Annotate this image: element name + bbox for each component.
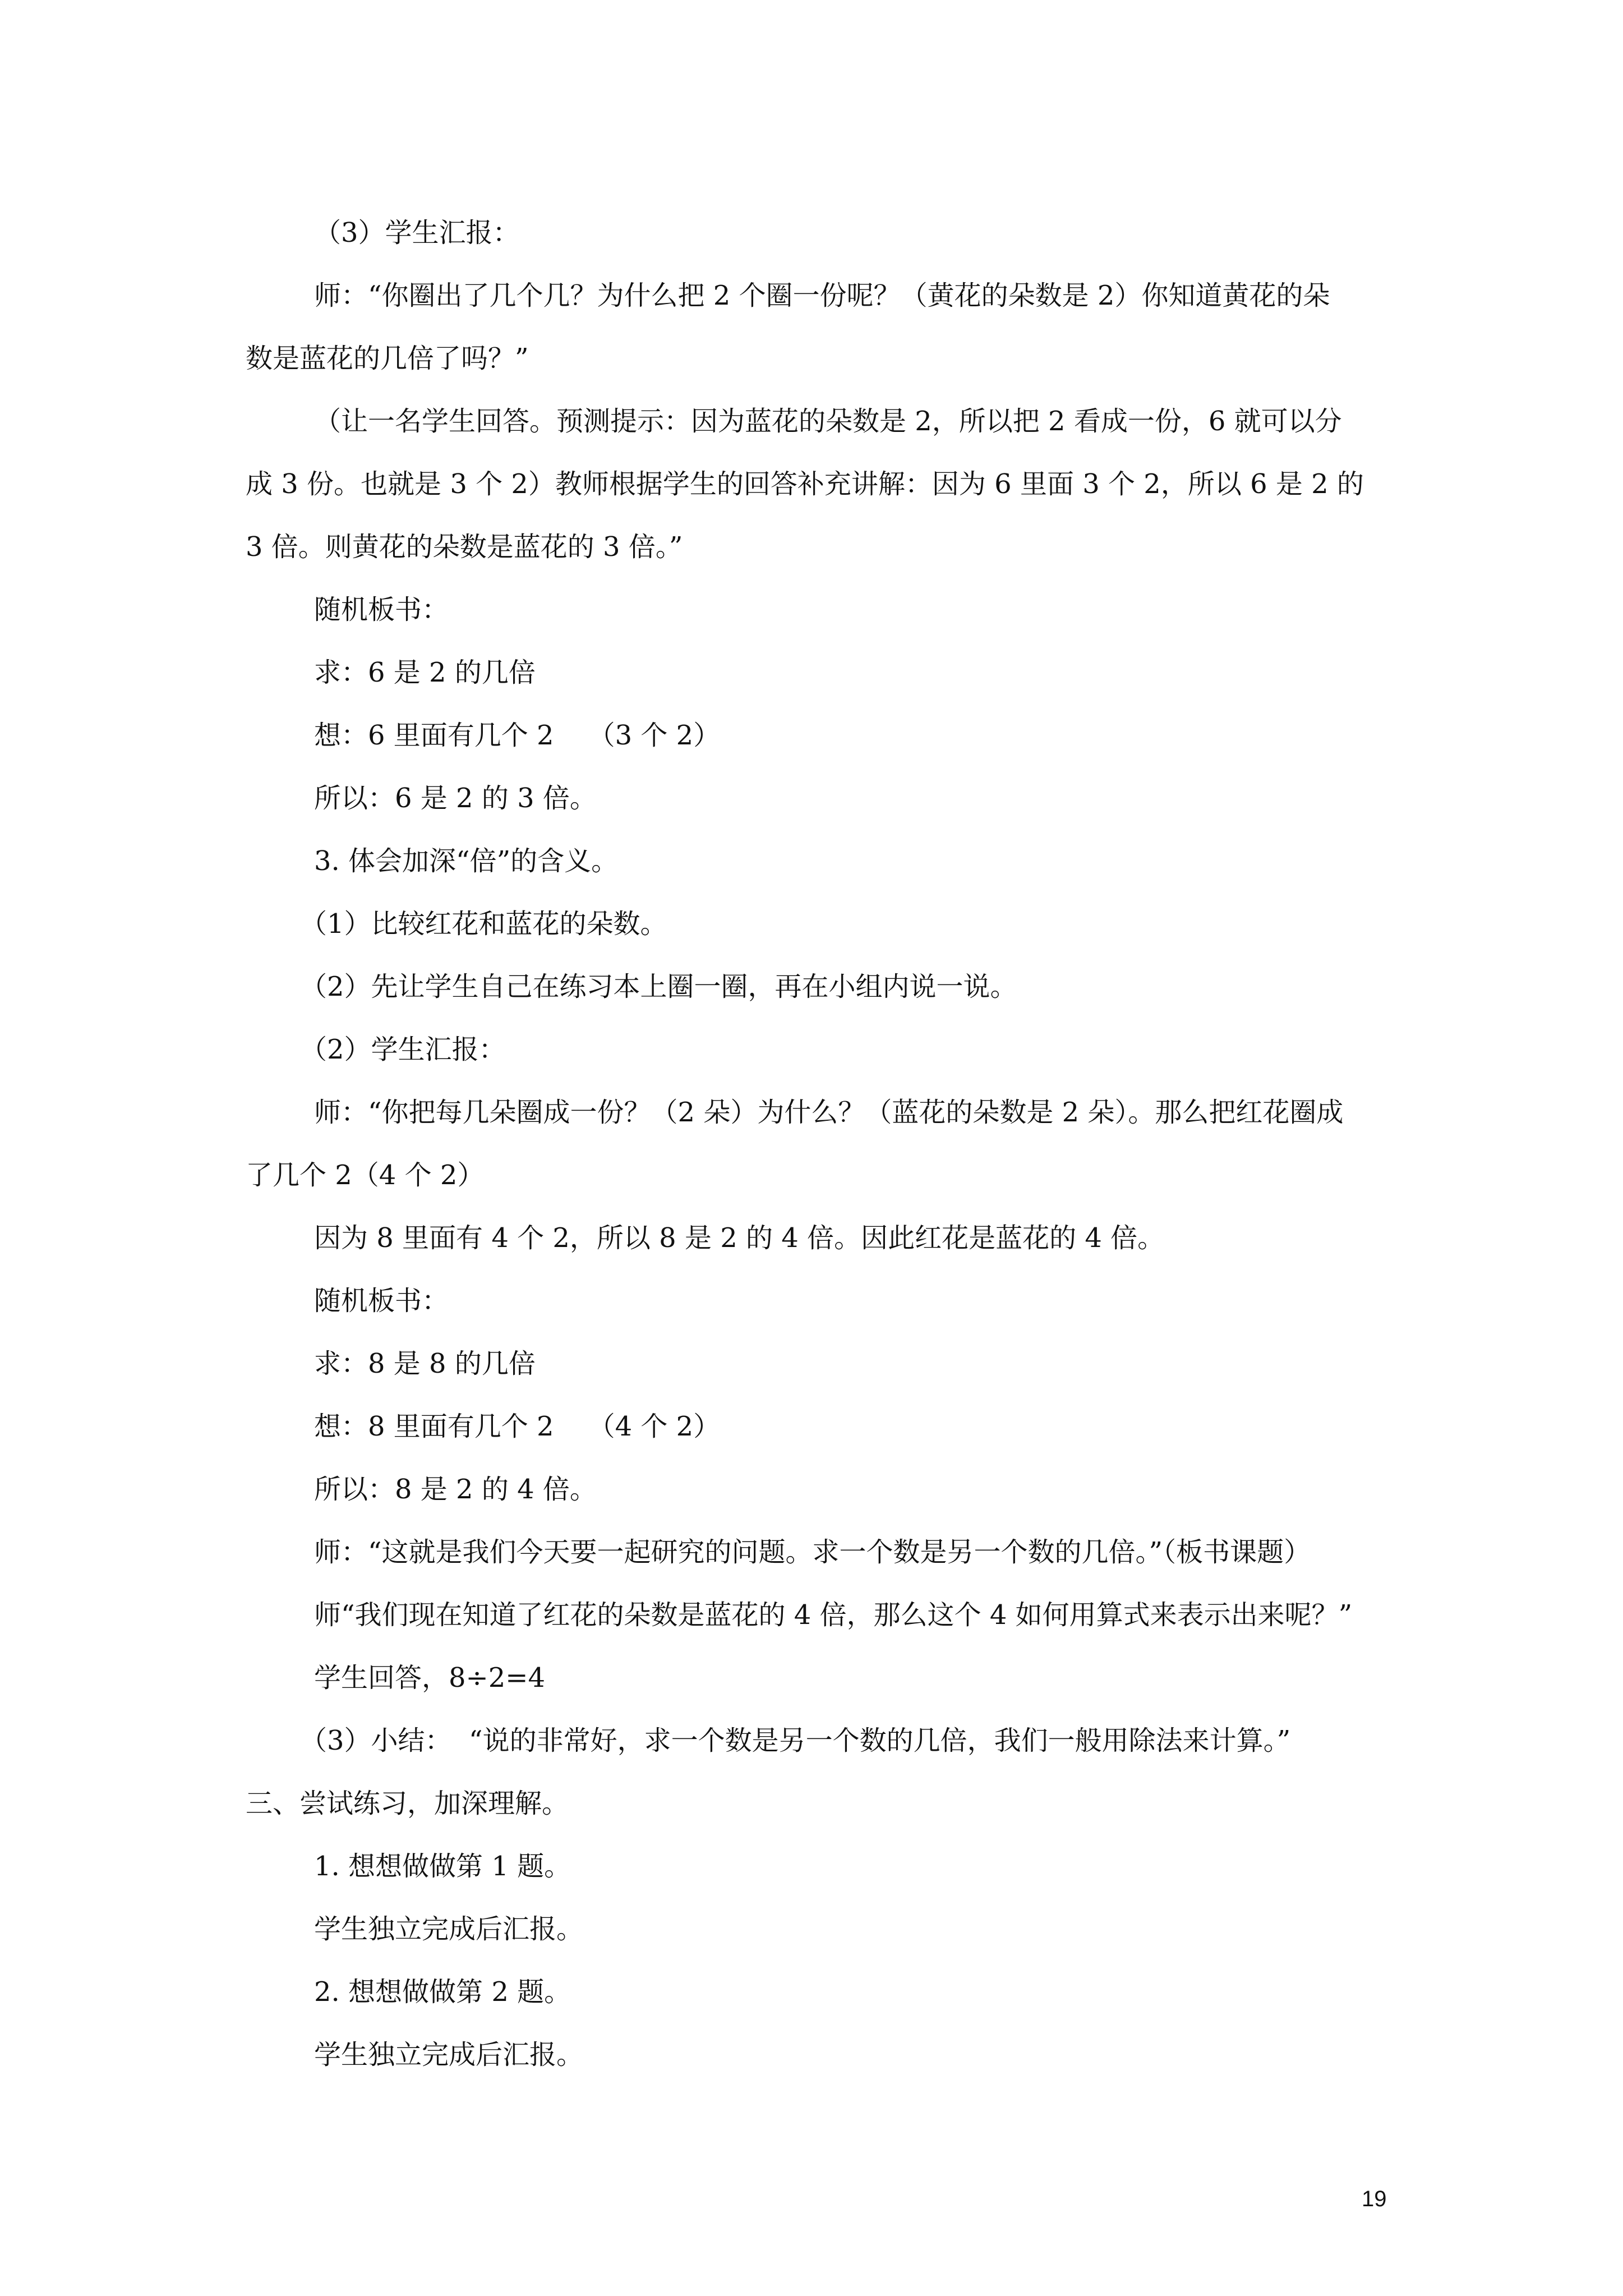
text-line: （1）比较红花和蓝花的朵数。 xyxy=(300,908,667,940)
text-line: 了几个 2（4 个 2） xyxy=(246,1159,485,1191)
text-line: 随机板书： xyxy=(314,1285,449,1317)
section-heading: 三、尝试练习，加深理解。 xyxy=(246,1788,569,1819)
text-line: 数是蓝花的几倍了吗？” xyxy=(246,343,529,374)
text-line: 师“我们现在知道了红花的朵数是蓝花的 4 倍，那么这个 4 如何用算式来表示出来呢？” xyxy=(314,1599,1353,1631)
text-line: 2. 想想做做第 2 题。 xyxy=(314,1976,571,2008)
text-line: 师：“你把每几朵圈成一份？（2 朵）为什么？（蓝花的朵数是 2 朵）。那么把红花圈成 xyxy=(314,1097,1344,1128)
text-line: 师：“这就是我们今天要一起研究的问题。求一个数是另一个数的几倍。”（板书课题） xyxy=(314,1536,1311,1568)
text-line: （2）先让学生自己在练习本上圈一圈，再在小组内说一说。 xyxy=(300,971,1017,1002)
page-number: 19 xyxy=(1362,2187,1387,2211)
text-line: 所以：8 是 2 的 4 倍。 xyxy=(314,1474,597,1505)
text-line: 成 3 份。也就是 3 个 2）教师根据学生的回答补充讲解：因为 6 里面 3 个 2，所以 6 是 2 的 xyxy=(246,468,1364,500)
text-line: 随机板书： xyxy=(314,594,449,625)
text-line: 学生独立完成后汇报。 xyxy=(314,2039,584,2070)
text-line: 3 倍。则黄花的朵数是蓝花的 3 倍。” xyxy=(246,531,683,563)
text-line: 3. 体会加深“倍”的含义。 xyxy=(314,845,619,877)
text-line: （3）学生汇报： xyxy=(314,217,520,249)
text-line: 学生独立完成后汇报。 xyxy=(314,1913,584,1945)
text-line: 想：8 里面有几个 2 （4 个 2） xyxy=(314,1411,721,1442)
text-line: 求：6 是 2 的几倍 xyxy=(314,657,536,688)
text-line: 因为 8 里面有 4 个 2，所以 8 是 2 的 4 倍。因此红花是蓝花的 4 倍。 xyxy=(314,1222,1165,1254)
text-line: 求：8 是 8 的几倍 xyxy=(314,1348,536,1379)
text-line: 所以：6 是 2 的 3 倍。 xyxy=(314,783,597,814)
text-line: 想：6 里面有几个 2 （3 个 2） xyxy=(314,720,721,751)
text-line: 学生回答，8÷2=4 xyxy=(314,1662,546,1694)
text-line: （2）学生汇报： xyxy=(300,1034,506,1065)
text-line: 1. 想想做做第 1 题。 xyxy=(314,1851,571,1882)
text-line: 师：“你圈出了几个几？为什么把 2 个圈一份呢？（黄花的朵数是 2）你知道黄花的朵 xyxy=(314,280,1330,311)
text-line: （3）小结： “说的非常好，求一个数是另一个数的几倍，我们一般用除法来计算。” xyxy=(300,1725,1291,1756)
text-line: （让一名学生回答。预测提示：因为蓝花的朵数是 2，所以把 2 看成一份，6 就可以分 xyxy=(314,406,1342,437)
